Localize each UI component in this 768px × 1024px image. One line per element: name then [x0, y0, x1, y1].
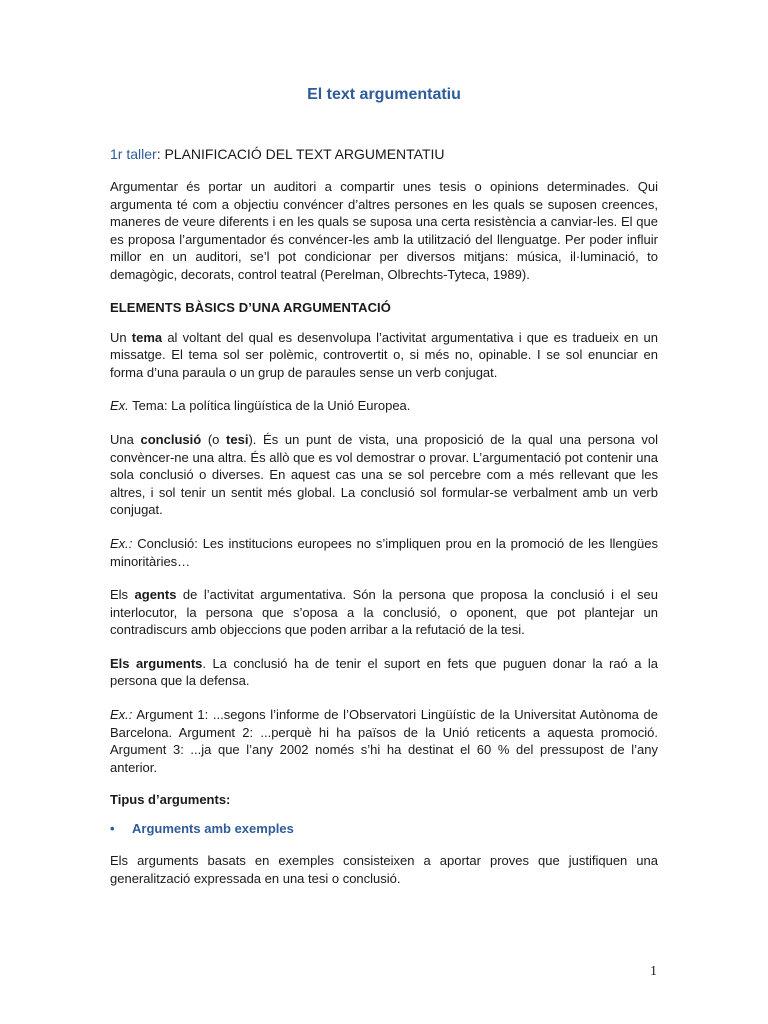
exemples-paragraph: Els arguments basats en exemples consisteixen a aportar proves que justifiquen una generalització expressada en una tesi o conclusió. — [110, 853, 658, 887]
conclusio-example-label: Ex.: — [110, 535, 133, 551]
tema-paragraph — [110, 329, 658, 382]
conclusio-mid: (o — [201, 431, 227, 447]
conclusio-term-tesi: tesi — [226, 431, 249, 447]
conclusio-lead: Una — [110, 431, 141, 447]
bullet-label: Arguments amb exemples — [132, 821, 294, 837]
intro-paragraph: Argumentar és portar un auditori a compartir unes tesis o opinions determinades. Qui argumenta té com a objectiu convéncer d’altres persones en les quals se suposen creences, maneres de veure diferents i en les quals se suposa una certa resistència a canviar-les. El que es proposa l’argumentador és convéncer-les amb la utilització del llenguatge. Per poder influir millor en un auditori, se’l pot condicionar per diversos mitjans: música, il·luminació, to demagògic, decorats, control teatral (Perelman, Olbrechts-Tyteca, 1989). — [110, 179, 658, 282]
arguments-example-label: Ex.: — [110, 707, 133, 723]
tema-term: tema — [131, 329, 163, 345]
bullet-item-exemples — [110, 821, 658, 836]
agents-lead: Els — [110, 587, 135, 603]
tema-example — [110, 397, 658, 415]
agents-paragraph — [110, 586, 658, 639]
agents-text: de l’activitat argumentativa. Són la persona que proposa la conclusió i el seu interlocutor, la persona que s’oposa a la conclusió, o oponent, que pot plantejar un contradiscurs amb objeccions que poden arribar a la refutació de la tesi. — [110, 587, 658, 638]
arguments-term: Els arguments — [110, 655, 203, 671]
tema-text: al voltant del qual es desenvolupa l’activitat argumentativa i que es tradueix en un missatge. El tema sol ser polèmic, controvertit o, si més no, opinable. I se sol enunciar en forma d’una paraula o un grup de paraules sense un verb conjugat. — [110, 329, 659, 380]
section-prefix: 1r taller — [110, 146, 157, 162]
conclusio-example — [110, 535, 658, 570]
arguments-paragraph — [110, 655, 658, 690]
document-title: El text argumentatiu — [307, 86, 461, 103]
section-title: : PLANIFICACIÓ DEL TEXT ARGUMENTATIU — [156, 146, 445, 162]
arguments-example — [110, 706, 658, 776]
section-heading — [110, 146, 445, 162]
tema-example-label: Ex. — [110, 398, 129, 414]
page-number: 1 — [650, 964, 657, 979]
tema-lead: Un — [110, 329, 132, 345]
arguments-example-text: Argument 1: ...segons l’informe de l’Observatori Lingüístic de la Universitat Autònoma de Barcelona. Argument 2: ...perquè hi ha països de la Unió reticents a aquesta promoció. Argument 3: ...ja que l’any 2002 només s’hi ha destinat el 60 % del pressupost de l’any anterior. — [110, 707, 658, 775]
document-body — [110, 178, 658, 904]
conclusio-paragraph — [110, 431, 658, 519]
conclusio-term: conclusió — [140, 431, 202, 447]
elements-heading: ELEMENTS BÀSICS D’UNA ARGUMENTACIÓ — [110, 299, 391, 315]
conclusio-example-text: Conclusió: Les institucions europees no s’impliquen prou en la promoció de les llengües minoritàries… — [110, 535, 658, 569]
tipus-heading: Tipus d’arguments: — [110, 792, 231, 808]
arguments-text: . La conclusió ha de tenir el suport en fets que puguen donar la raó a la persona que la defensa. — [110, 655, 658, 689]
bullet-icon: • — [110, 821, 115, 837]
conclusio-text: ). És un punt de vista, una proposició de la qual una persona vol convèncer-ne una altra. És allò que es vol demostrar o provar. L’argumentació pot contenir una sola conclusió o diverses. En aquest cas una se sol percebre com a més rellevant que les altres, i sol tenir un sentit més global. La conclusió sol formular-se verbalment amb un verb conjugat. — [110, 431, 658, 518]
tema-example-text: Tema: La política lingüística de la Unió Europea. — [128, 398, 411, 414]
document-page — [110, 0, 658, 1024]
agents-term: agents — [134, 587, 177, 603]
